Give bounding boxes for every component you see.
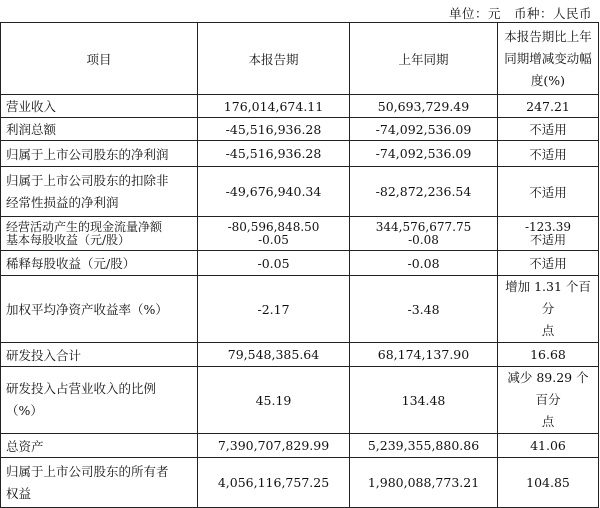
row-prior-line1: 344,576,677.75 bbox=[375, 219, 472, 234]
row-change: 247.21 bbox=[498, 95, 599, 118]
row-item: 营业收入 bbox=[1, 95, 198, 118]
row-change bbox=[498, 217, 599, 251]
row-change-line2: 点 bbox=[541, 414, 555, 429]
row-change: 41.06 bbox=[498, 434, 599, 458]
table-row bbox=[1, 367, 599, 434]
header-change-line1: 本报告期比上年 bbox=[504, 28, 592, 44]
row-item: 利润总额 bbox=[1, 118, 198, 141]
row-item: 加权平均净资产收益率（%） bbox=[1, 276, 198, 343]
row-current: -0.05 bbox=[198, 251, 350, 276]
row-change bbox=[498, 367, 599, 434]
header-prior-period: 上年同期 bbox=[350, 23, 498, 95]
header-item: 项目 bbox=[1, 23, 198, 95]
row-item bbox=[1, 167, 198, 217]
row-current: 7,390,707,829.99 bbox=[198, 434, 350, 458]
row-item-line1: 归属于上市公司股东的所有者 bbox=[6, 463, 169, 479]
row-current: -2.17 bbox=[198, 276, 350, 343]
row-current: 79,548,385.64 bbox=[198, 343, 350, 367]
financial-data-table bbox=[0, 22, 599, 508]
row-prior: -3.48 bbox=[350, 276, 498, 343]
row-current: 45.19 bbox=[198, 367, 350, 434]
row-current-line2: -0.05 bbox=[258, 232, 289, 247]
table-row bbox=[1, 118, 599, 141]
row-prior: -0.08 bbox=[350, 251, 498, 276]
table-row bbox=[1, 95, 599, 118]
row-item: 研发投入合计 bbox=[1, 343, 198, 367]
table-row bbox=[1, 251, 599, 276]
row-prior: 5,239,355,880.86 bbox=[350, 434, 498, 458]
row-item: 稀释每股收益（元/股） bbox=[1, 251, 198, 276]
header-change-line2: 同期增减变动幅 bbox=[504, 50, 592, 66]
row-item bbox=[1, 217, 198, 251]
row-change-line1: 增加 1.31 个百分 bbox=[505, 279, 591, 316]
row-change: 104.85 bbox=[498, 458, 599, 508]
row-item-line1: 经营活动产生的现金流量净额 bbox=[6, 219, 163, 234]
row-prior: 68,174,137.90 bbox=[350, 343, 498, 367]
table-row-overlapped bbox=[1, 217, 599, 251]
row-prior bbox=[350, 217, 498, 251]
unit-currency-note: 单位：元 币种：人民币 bbox=[448, 6, 592, 21]
row-item-line2: 权益 bbox=[6, 485, 32, 501]
table-row bbox=[1, 458, 599, 508]
row-current: 4,056,116,757.25 bbox=[198, 458, 350, 508]
row-current: -45,516,936.28 bbox=[198, 141, 350, 167]
row-current: -49,676,940.34 bbox=[198, 167, 350, 217]
row-current-line1: -80,596,848.50 bbox=[227, 219, 320, 234]
row-change: 不适用 bbox=[498, 141, 599, 167]
row-change-line2: 不适用 bbox=[529, 232, 566, 247]
row-change-line1: 减少 89.29 个百分 bbox=[507, 370, 589, 407]
header-change-rate bbox=[498, 23, 599, 95]
header-change-line3: 度(%) bbox=[530, 72, 566, 88]
row-change: 16.68 bbox=[498, 343, 599, 367]
table-header-row bbox=[1, 23, 599, 95]
table-row bbox=[1, 167, 599, 217]
row-item bbox=[1, 367, 198, 434]
row-item: 总资产 bbox=[1, 434, 198, 458]
row-item bbox=[1, 458, 198, 508]
table-row bbox=[1, 276, 599, 343]
row-prior: -74,092,536.09 bbox=[350, 141, 498, 167]
row-prior: 50,693,729.49 bbox=[350, 95, 498, 118]
header-current-period: 本报告期 bbox=[198, 23, 350, 95]
row-item-line2: 经常性损益的净利润 bbox=[6, 194, 119, 210]
row-current: 176,014,674.11 bbox=[198, 95, 350, 118]
row-change bbox=[498, 276, 599, 343]
table-row bbox=[1, 141, 599, 167]
row-current: -45,516,936.28 bbox=[198, 118, 350, 141]
row-prior: 1,980,088,773.21 bbox=[350, 458, 498, 508]
table-row bbox=[1, 434, 599, 458]
row-prior: -82,872,236.54 bbox=[350, 167, 498, 217]
row-item-line1: 研发投入占营业收入的比例 bbox=[6, 381, 157, 396]
row-change: 不适用 bbox=[498, 167, 599, 217]
row-current bbox=[198, 217, 350, 251]
table-row bbox=[1, 343, 599, 367]
row-change-line1: -123.39 bbox=[524, 219, 572, 234]
row-prior: -74,092,536.09 bbox=[350, 118, 498, 141]
row-item-line2: 基本每股收益（元/股） bbox=[6, 232, 131, 247]
row-item: 归属于上市公司股东的净利润 bbox=[1, 141, 198, 167]
row-prior-line2: -0.08 bbox=[408, 232, 439, 247]
row-item-line2: （%） bbox=[6, 403, 43, 418]
row-prior: 134.48 bbox=[350, 367, 498, 434]
row-change: 不适用 bbox=[498, 251, 599, 276]
row-change: 不适用 bbox=[498, 118, 599, 141]
row-change-line2: 点 bbox=[541, 323, 555, 338]
row-item-line1: 归属于上市公司股东的扣除非 bbox=[6, 172, 169, 188]
